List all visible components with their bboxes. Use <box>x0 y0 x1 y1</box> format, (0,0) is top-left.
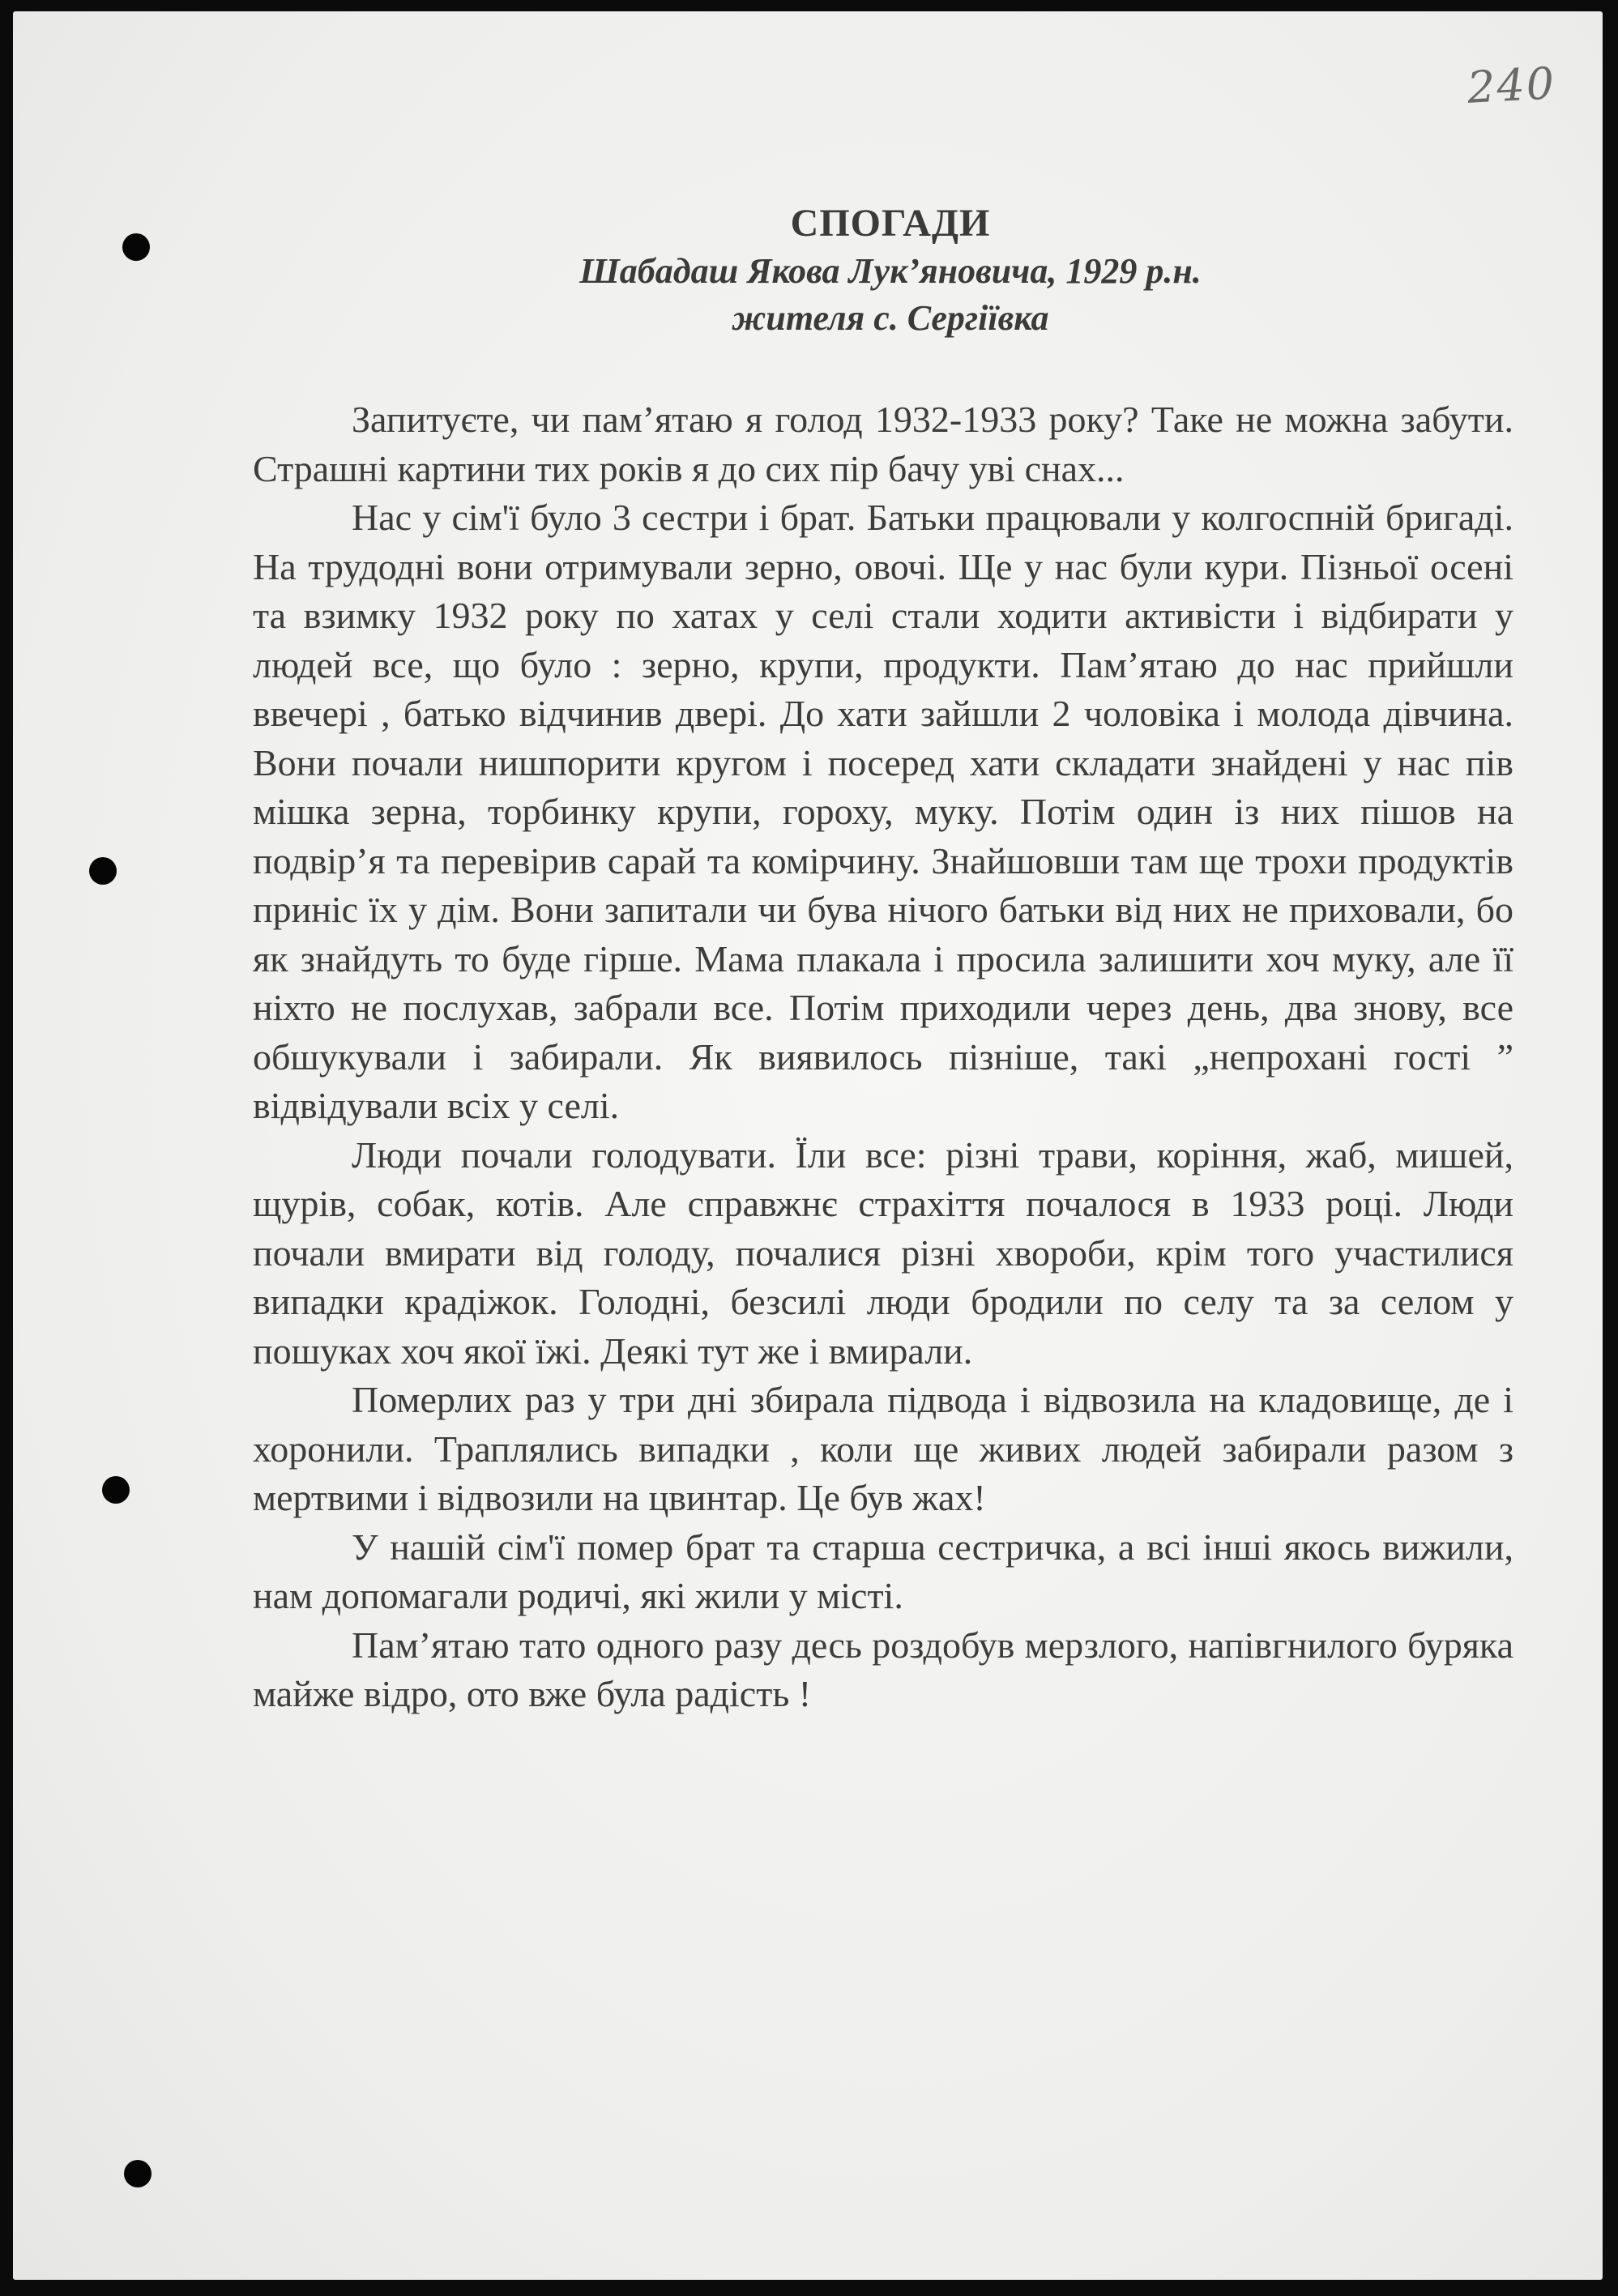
document-body <box>253 395 1513 1719</box>
paragraph: Пам’ятаю тато одного разу десь роздобув мерзлого, напівгнилого буряка майже відро, ото вже була радість ! <box>253 1624 1513 1714</box>
document-header <box>256 199 1525 342</box>
document-subtitle-village: жителя с. Сергіївка <box>732 298 1049 338</box>
punch-hole <box>122 233 150 261</box>
document-title: СПОГАДИ <box>790 202 991 245</box>
document-page <box>13 11 1603 2280</box>
handwritten-page-number: 240 <box>1466 58 1557 113</box>
paragraph: Померлих раз у три дні збирала підвода і відвозила на кладовище, де і хоронили. Траплялись випадки , коли ще живих людей забирали разом з мертвими і відвозили на цвинтар. Це був жах! <box>253 1379 1513 1518</box>
punch-hole <box>102 1476 130 1504</box>
punch-hole <box>124 2160 152 2187</box>
paragraph: Люди почали голодувати. Їли все: різні трави, коріння, жаб, мишей, щурів, собак, котів. Але справжнє страхіття почалося в 1933 році. Люди почали вмирати від голоду, почалися різні хвороби, крім того участилися випадки крадіжок. Голодні, безсилі люди бродили по селу та за селом у пошуках хоч якої їжі. Деякі тут же і вмирали. <box>253 1133 1513 1372</box>
paragraph: Запитуєте, чи пам’ятаю я голод 1932-1933 року? Таке не можна забути. Страшні картини тих років я до сих пір бачу уві снах... <box>253 399 1513 489</box>
punch-hole <box>89 857 117 885</box>
paragraph: У нашій сім'ї помер брат та старша сестричка, а всі інші якось вижили, нам допомагали родичі, які жили у місті. <box>253 1526 1513 1616</box>
paragraph: Нас у сім'ї було 3 сестри і брат. Батьки працювали у колгоспній бригаді. На трудодні вони отримували зерно, овочі. Ще у нас були кури. Пізньої осені та взимку 1932 року по хатах у селі стали ходити активісти і відбирати у людей все, що було : зерно, крупи, продукти. Пам’ятаю до нас прийшли ввечері , батько відчинив двері. До хати зайшли 2 чоловіка і молода дівчина. Вони почали нишпорити кругом і посеред хати складати знайдені у нас пів мішка зерна, торбинку крупи, гороху, муку. Потім один із них пішов на подвір’я та перевірив сарай та комірчину. Знайшовши там ще трохи продуктів приніс їх у дім. Вони запитали чи бува нічого батьки від них не приховали, бо як знайдуть то буде гірше. Мама плакала і просила залишити хоч муку, але її ніхто не послухав, забрали все. Потім приходили через день, два знову, все обшукували і забирали. Як виявилось пізніше, такі „непрохані гості ” відвідували всіх у селі. <box>253 497 1513 1126</box>
document-subtitle-author: Шабадаш Якова Лук’яновича, 1929 р.н. <box>579 251 1202 291</box>
